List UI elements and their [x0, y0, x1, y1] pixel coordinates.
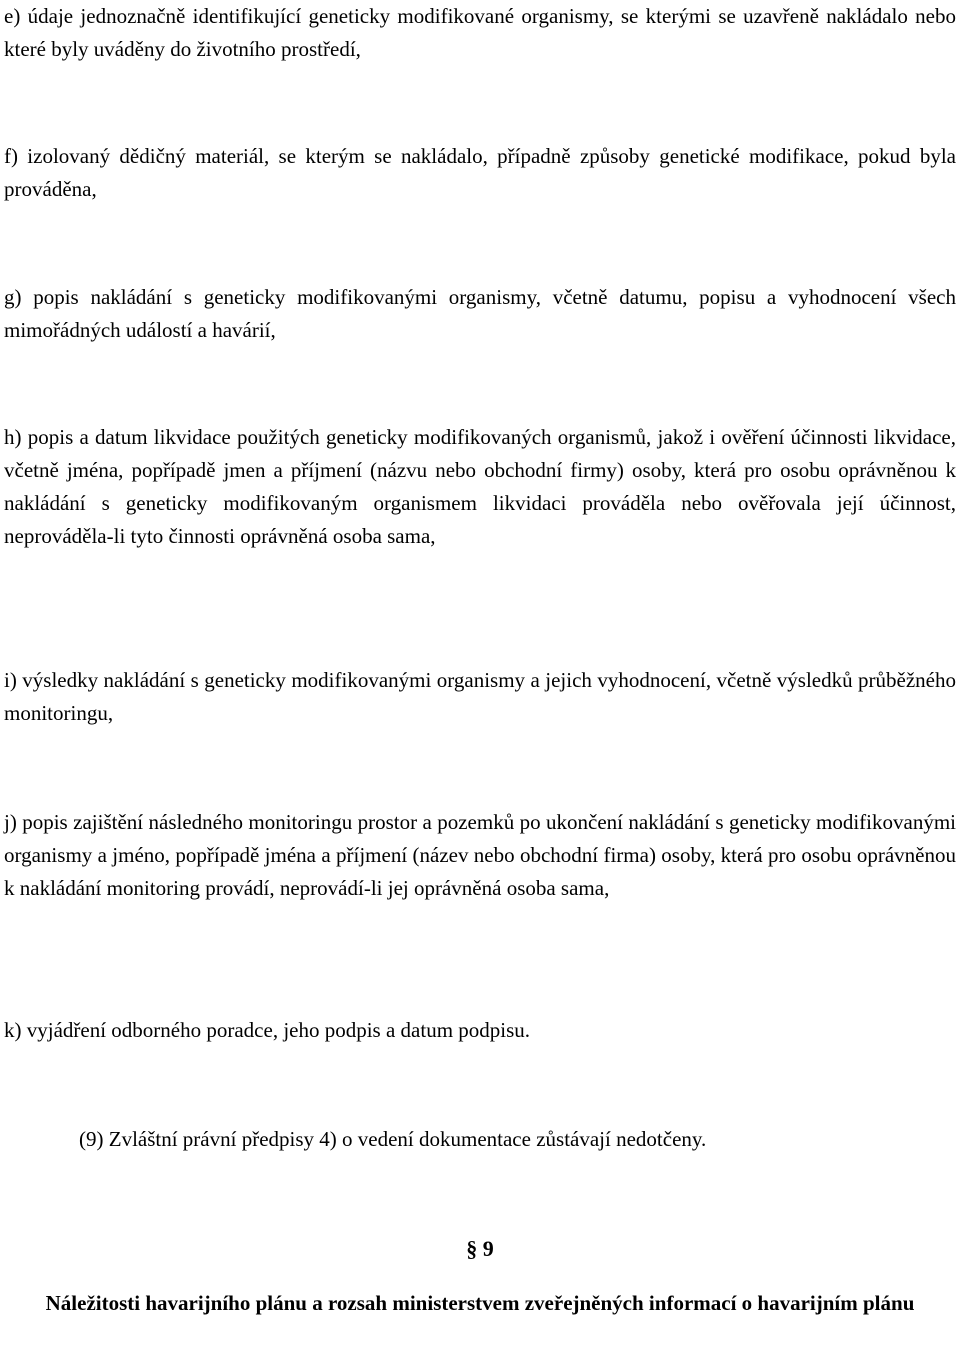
list-item-k: k) vyjádření odborného poradce, jeho podpis a datum podpisu.: [4, 1018, 531, 1042]
list-item-j: j) popis zajištění následného monitoringu prostor a pozemků po ukončení nakládání s geneticky modifikovanými organismy a jméno, popřípadě jména a příjmení (název nebo obchodní firma) osoby, která pro osobu oprávněnou k nakládání monitoring provádí, neprovádí-li jej oprávněná osoba sama,: [4, 810, 956, 900]
list-item-i: i) výsledky nakládání s geneticky modifikovanými organismy a jejich vyhodnocení, včetně výsledků průběžného monitoringu,: [4, 668, 956, 725]
list-item-f: f) izolovaný dědičný materiál, se kterým se nakládalo, případně způsoby genetické modifikace, pokud byla prováděna,: [4, 144, 956, 201]
list-item-h: h) popis a datum likvidace použitých geneticky modifikovaných organismů, jakož i ověření účinnosti likvidace, včetně jména, popřípadě jmen a příjmení (názvu nebo obchodní firmy) osoby, která pro osobu oprávněnou k nakládání s geneticky modifikovaným organismem likvidaci prováděla nebo ověřovala její účinnost, neprováděla-li tyto činnosti oprávněná osoba sama,: [4, 425, 956, 548]
paragraph-9: (9) Zvláštní právní předpisy 4) o vedení dokumentace zůstávají nedotčeny.: [79, 1127, 707, 1151]
list-item-g: g) popis nakládání s geneticky modifikovanými organismy, včetně datumu, popisu a vyhodnocení všech mimořádných událostí a havárií,: [4, 285, 956, 342]
section-title: Náležitosti havarijního plánu a rozsah ministerstvem zveřejněných informací o havarijním plánu: [45, 1291, 915, 1315]
section-mark: § 9: [466, 1236, 494, 1261]
list-item-e: e) údaje jednoznačně identifikující geneticky modifikované organismy, se kterými se uzavřeně nakládalo nebo které byly uváděny do životního prostředí,: [4, 4, 956, 61]
